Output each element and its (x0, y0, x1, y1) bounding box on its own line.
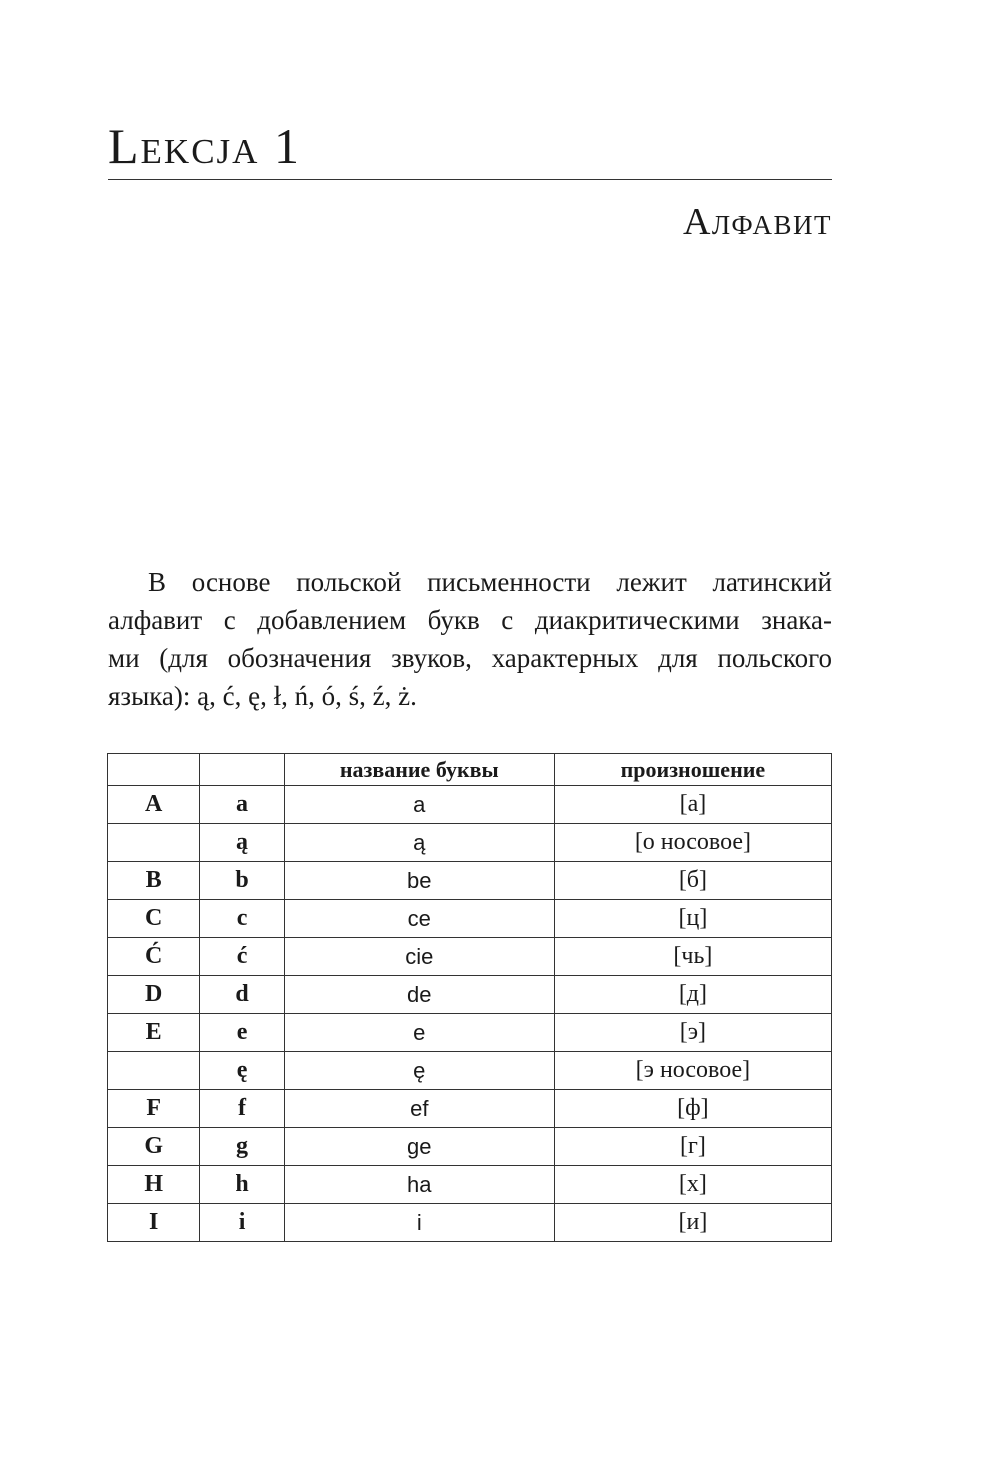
header-letter-name: название буквы (284, 754, 554, 786)
intro-line: языка): ą, ć, ę, ł, ń, ó, ś, ź, ż. (108, 681, 417, 711)
letter-name: ce (284, 900, 554, 938)
letter-name: ge (284, 1128, 554, 1166)
table-row (108, 1052, 832, 1090)
table-row (108, 900, 832, 938)
letter-name: ef (284, 1090, 554, 1128)
uppercase-letter: Ć (108, 938, 200, 976)
lowercase-letter: b (200, 862, 284, 900)
uppercase-letter (108, 824, 200, 862)
letter-name: cie (284, 938, 554, 976)
letter-name: ą (284, 824, 554, 862)
header-uppercase (108, 754, 200, 786)
pronunciation: [б] (554, 862, 831, 900)
lowercase-letter: i (200, 1204, 284, 1242)
uppercase-letter: E (108, 1014, 200, 1052)
title-divider (108, 179, 832, 180)
letter-name: ę (284, 1052, 554, 1090)
uppercase-letter: I (108, 1204, 200, 1242)
pronunciation: [ц] (554, 900, 831, 938)
pronunciation: [о носовое] (554, 824, 831, 862)
table-row (108, 938, 832, 976)
uppercase-letter (108, 1052, 200, 1090)
pronunciation: [э носовое] (554, 1052, 831, 1090)
lowercase-letter: d (200, 976, 284, 1014)
intro-line: алфавит с добавлением букв с диакритическими знака- (108, 605, 832, 635)
lowercase-letter: f (200, 1090, 284, 1128)
table-row (108, 1128, 832, 1166)
pronunciation: [и] (554, 1204, 831, 1242)
pronunciation: [э] (554, 1014, 831, 1052)
uppercase-letter: B (108, 862, 200, 900)
intro-line: ми (для обозначения звуков, характерных для польского (108, 643, 832, 673)
table-row (108, 1204, 832, 1242)
letter-name: e (284, 1014, 554, 1052)
pronunciation: [г] (554, 1128, 831, 1166)
uppercase-letter: F (108, 1090, 200, 1128)
lowercase-letter: c (200, 900, 284, 938)
table-row (108, 862, 832, 900)
uppercase-letter: A (108, 786, 200, 824)
lowercase-letter: ć (200, 938, 284, 976)
pronunciation: [а] (554, 786, 831, 824)
lowercase-letter: g (200, 1128, 284, 1166)
uppercase-letter: D (108, 976, 200, 1014)
table-row (108, 1014, 832, 1052)
letter-name: be (284, 862, 554, 900)
letter-name: ha (284, 1166, 554, 1204)
intro-line: В основе польской письменности лежит латинский (148, 567, 832, 597)
table-header-row (108, 754, 832, 786)
uppercase-letter: G (108, 1128, 200, 1166)
pronunciation: [чь] (554, 938, 831, 976)
table-row (108, 1090, 832, 1128)
letter-name: de (284, 976, 554, 1014)
intro-paragraph (108, 563, 832, 715)
table-row (108, 786, 832, 824)
lowercase-letter: ę (200, 1052, 284, 1090)
letter-name: a (284, 786, 554, 824)
alphabet-table (107, 753, 832, 1242)
uppercase-letter: H (108, 1166, 200, 1204)
header-pronunciation: произношение (554, 754, 831, 786)
alphabet-table-body (108, 786, 832, 1242)
pronunciation: [ф] (554, 1090, 831, 1128)
pronunciation: [д] (554, 976, 831, 1014)
header-lowercase (200, 754, 284, 786)
lowercase-letter: a (200, 786, 284, 824)
pronunciation: [х] (554, 1166, 831, 1204)
lowercase-letter: h (200, 1166, 284, 1204)
uppercase-letter: C (108, 900, 200, 938)
lesson-title: Lekcja 1 (108, 118, 301, 174)
table-row (108, 1166, 832, 1204)
section-title: Алфавит (682, 201, 832, 243)
table-row (108, 976, 832, 1014)
table-row (108, 824, 832, 862)
letter-name: i (284, 1204, 554, 1242)
lowercase-letter: e (200, 1014, 284, 1052)
lowercase-letter: ą (200, 824, 284, 862)
